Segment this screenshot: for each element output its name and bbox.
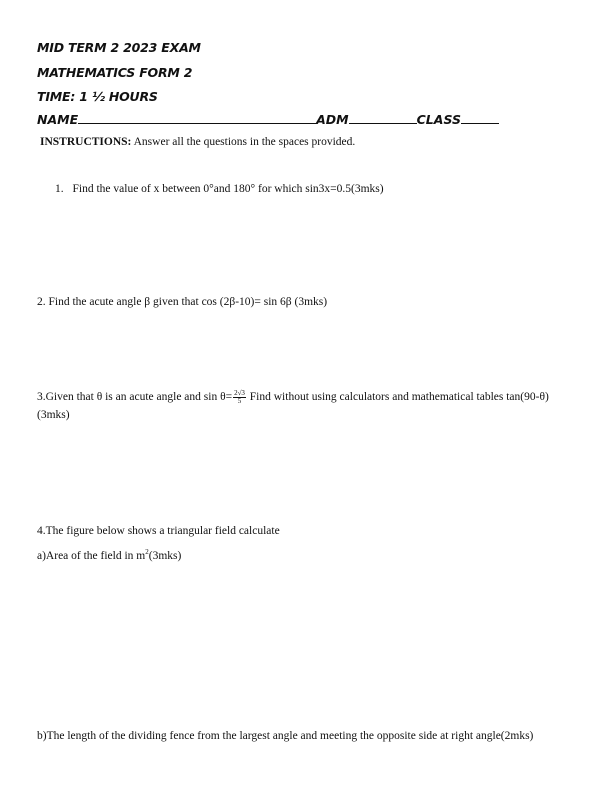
instructions-text: Answer all the questions in the spaces provided. xyxy=(131,136,356,148)
question-4a xyxy=(37,549,181,562)
class-blank[interactable] xyxy=(461,113,499,124)
name-label: NAME xyxy=(37,112,79,127)
question-4a-text: a)Area of the field in m xyxy=(37,549,146,562)
question-3 xyxy=(37,388,577,424)
question-4a-marks: (3mks) xyxy=(148,549,182,562)
student-details-row xyxy=(37,112,499,127)
instructions-label: INSTRUCTIONS: xyxy=(40,136,132,148)
exam-duration: TIME: 1 ½ HOURS xyxy=(37,89,158,104)
adm-label: ADM xyxy=(316,112,349,127)
question-1-number: 1. xyxy=(55,183,64,195)
question-4b: b)The length of the dividing fence from the largest angle and meeting the opposite side at right angle(2mks) xyxy=(37,730,534,742)
question-1-text: Find the value of x between 0°and 180° for which sin3x=0.5(3mks) xyxy=(72,183,384,195)
fraction-numerator: 2√3 xyxy=(234,388,245,397)
fraction-denominator: 5 xyxy=(237,396,242,405)
subject-title: MATHEMATICS FORM 2 xyxy=(37,65,193,80)
question-1 xyxy=(55,184,384,196)
question-4a-superscript: 2 xyxy=(145,548,149,556)
question-4-intro: 4.The figure below shows a triangular field calculate xyxy=(37,525,280,537)
question-3-fraction xyxy=(233,390,246,405)
exam-title: MID TERM 2 2023 EXAM xyxy=(37,40,201,55)
question-3-text-after: Find without using calculators and mathematical tables tan(90-θ)(3mks) xyxy=(37,391,549,421)
class-label: CLASS xyxy=(416,112,461,127)
name-blank[interactable] xyxy=(78,113,316,124)
adm-blank[interactable] xyxy=(349,113,417,124)
instructions xyxy=(40,137,355,149)
question-3-text-before: 3.Given that θ is an acute angle and sin θ= xyxy=(37,391,233,403)
question-2: 2. Find the acute angle β given that cos (2β-10)= sin 6β (3mks) xyxy=(37,296,328,308)
